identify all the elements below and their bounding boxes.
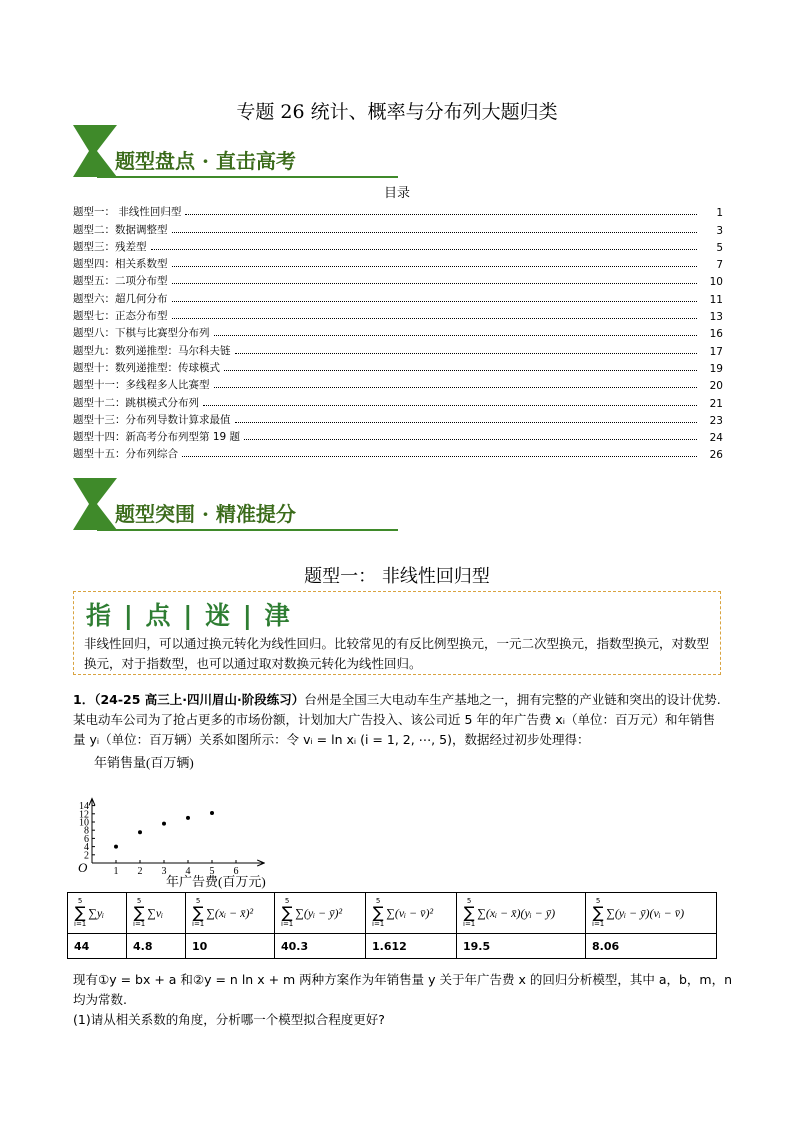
scatter-chart — [72, 752, 292, 890]
sum-lower-limit: i=1 — [592, 920, 605, 928]
toc-dot-leader — [244, 439, 697, 440]
x-tick-label: 5 — [209, 866, 215, 877]
table-value-cell: 10 — [186, 934, 275, 959]
y-tick-label: 2 — [84, 850, 89, 862]
toc-item-page: 21 — [709, 397, 723, 410]
sum-expression: ∑vᵢ — [147, 905, 164, 920]
toc-item[interactable] — [73, 392, 723, 409]
data-point — [114, 845, 118, 849]
toc-item-label: 题型八：下棋与比赛型分布列 — [73, 327, 210, 340]
sum-upper-limit: 5 — [284, 897, 290, 905]
tip-box — [73, 591, 721, 675]
toc-item-page: 13 — [709, 311, 723, 324]
table-header-cell — [127, 893, 186, 934]
y-tick-label: 14 — [79, 801, 89, 813]
sum-lower-limit: i=1 — [74, 920, 87, 928]
data-point — [186, 816, 190, 820]
toc-item-label: 题型一： 非线性回归型 — [73, 206, 182, 219]
toc-item-label: 题型三：残差型 — [73, 240, 147, 253]
data-point — [138, 830, 142, 834]
table-value-cell: 1.612 — [366, 934, 457, 959]
sum-expression: ∑(xᵢ − x̄)² — [206, 905, 254, 920]
toc-item-label: 题型十二：跳棋模式分布列 — [73, 396, 199, 409]
sum-expression: ∑yᵢ — [88, 905, 105, 920]
toc-item-label: 题型四：相关系数型 — [73, 258, 168, 271]
sum-upper-limit: 5 — [375, 897, 381, 905]
toc-item[interactable] — [73, 375, 723, 392]
table-value-cell: 8.06 — [586, 934, 717, 959]
model-description: 现有①y = bx + a 和②y = n ln x + m 两种方案作为年销售量 y 关于年广告费 x 的回归分析模型，其中 a，b，m，n 均为常数. — [73, 972, 733, 1007]
toc-dot-leader — [235, 353, 698, 354]
toc-item[interactable] — [73, 237, 723, 254]
sigma-icon: ∑ — [372, 903, 384, 922]
y-axis-label: 年销售量(百万辆) — [94, 755, 194, 770]
sum-upper-limit: 5 — [77, 897, 83, 905]
table-value-cell: 44 — [68, 934, 127, 959]
toc-item-page: 24 — [709, 432, 723, 445]
toc-dot-leader — [214, 387, 698, 388]
toc-item-label: 题型二：数据调整型 — [73, 223, 168, 236]
tip-heading: 指 | 点 | 迷 | 津 — [86, 601, 292, 630]
toc-item-page: 16 — [709, 328, 723, 341]
toc-dot-leader — [224, 370, 697, 371]
sigma-icon: ∑ — [463, 903, 475, 922]
toc-dot-leader — [151, 249, 698, 250]
sigma-icon: ∑ — [74, 903, 86, 922]
sum-expression: ∑(vᵢ − v̄)² — [386, 905, 434, 920]
y-tick-label: 8 — [84, 825, 89, 837]
x-axis-label: 年广告费(百万元) — [166, 874, 266, 889]
banner-section-practice — [73, 478, 403, 538]
table-header-cell — [275, 893, 366, 934]
toc-dot-leader — [172, 232, 698, 233]
table-header-cell — [457, 893, 586, 934]
sum-expression: ∑(xᵢ − x̄)(yᵢ − ȳ) — [477, 905, 556, 920]
sum-lower-limit: i=1 — [192, 920, 205, 928]
toc-item-page: 10 — [709, 276, 723, 289]
toc-item[interactable] — [73, 323, 723, 340]
sum-lower-limit: i=1 — [372, 920, 385, 928]
toc-item[interactable] — [73, 340, 723, 357]
toc-item-page: 23 — [709, 414, 723, 427]
toc-item-label: 题型十一：多线程多人比赛型 — [73, 379, 210, 392]
toc-item[interactable] — [73, 288, 723, 305]
table-value-cell: 4.8 — [127, 934, 186, 959]
toc-dot-leader — [203, 405, 697, 406]
table-value-cell: 19.5 — [457, 934, 586, 959]
question-number: 1． — [73, 692, 95, 707]
toc-dot-leader — [235, 422, 698, 423]
toc-item[interactable] — [73, 254, 723, 271]
toc-item-page: 7 — [716, 259, 723, 272]
toc-item-label: 题型十：数列递推型：传球模式 — [73, 361, 220, 374]
sum-expression: ∑(yᵢ − ȳ)(vᵢ − v̄) — [606, 905, 685, 920]
toc-dot-leader — [182, 456, 697, 457]
sigma-icon: ∑ — [592, 903, 604, 922]
toc-item-page: 17 — [709, 345, 723, 358]
toc-item-page: 26 — [709, 449, 723, 462]
table-value-cell: 40.3 — [275, 934, 366, 959]
sum-upper-limit: 5 — [466, 897, 472, 905]
toc-item-page: 19 — [709, 362, 723, 375]
question-source: （24-25 高三上·四川眉山·阶段练习） — [94, 692, 305, 707]
sum-lower-limit: i=1 — [133, 920, 146, 928]
toc-item[interactable] — [73, 306, 723, 323]
toc-heading: 目录 — [383, 186, 410, 201]
toc-item[interactable] — [73, 410, 723, 427]
question-text: 台州是全国三大电动车生产基地之一，拥有完整的产业链和突出的设计优势.某电动车公司为了抢占更多的市场份额，计划加大广告投入、该公司近 5 年的年广告费 xᵢ（单位：百万元）和年销售量 yᵢ（单位：百万辆）关系如图所示：令 vᵢ = ln xᵢ (i = 1, 2, ⋯, 5)，数据经过初步处理得： — [73, 692, 721, 747]
toc-item-label: 题型九：数列递推型：马尔科夫链 — [73, 344, 231, 357]
toc-dot-leader — [172, 318, 698, 319]
toc-item[interactable] — [73, 427, 723, 444]
x-tick-label: 3 — [161, 866, 167, 877]
banner-title: 题型突围 · 精准提分 — [115, 502, 296, 526]
table-header-cell — [68, 893, 127, 934]
y-tick-label: 10 — [79, 817, 89, 829]
sum-lower-limit: i=1 — [281, 920, 294, 928]
question-continuation — [73, 970, 733, 1030]
toc-item[interactable] — [73, 358, 723, 375]
table-header-cell — [186, 893, 275, 934]
toc-item[interactable] — [73, 444, 723, 461]
toc-item-label: 题型六：超几何分布 — [73, 292, 168, 305]
toc-item[interactable] — [73, 202, 723, 219]
toc-dot-leader — [214, 335, 698, 336]
y-tick-label: 12 — [79, 809, 89, 821]
sum-upper-limit: 5 — [136, 897, 142, 905]
origin-label: O — [78, 860, 88, 875]
sigma-icon: ∑ — [133, 903, 145, 922]
document-title: 专题 26 统计、概率与分布列大题归类 — [236, 101, 558, 123]
x-tick-label: 6 — [233, 866, 239, 877]
sub-question-1: (1)请从相关系数的角度，分析哪一个模型拟合程度更好? — [73, 1012, 385, 1027]
banner-title: 题型盘点 · 直击高考 — [115, 149, 296, 173]
x-tick-label: 4 — [185, 866, 191, 877]
toc-item-label: 题型五：二项分布型 — [73, 275, 168, 288]
data-table — [67, 892, 717, 959]
y-tick-label: 4 — [84, 842, 89, 854]
data-point — [210, 811, 214, 815]
table-header-cell — [366, 893, 457, 934]
toc-item-page: 5 — [716, 241, 723, 254]
sum-upper-limit: 5 — [195, 897, 201, 905]
y-tick-label: 6 — [84, 833, 89, 845]
sum-lower-limit: i=1 — [463, 920, 476, 928]
table-value-row — [68, 934, 717, 959]
toc-dot-leader — [172, 283, 698, 284]
toc-item-page: 20 — [709, 380, 723, 393]
toc-item[interactable] — [73, 271, 723, 288]
toc-item-label: 题型七：正态分布型 — [73, 310, 168, 323]
toc-item-page: 3 — [716, 224, 723, 237]
toc-item-label: 题型十三：分布列导数计算求最值 — [73, 413, 231, 426]
toc-item-label: 题型十四：新高考分布列型第 19 题 — [73, 431, 241, 444]
x-tick-label: 1 — [113, 866, 119, 877]
table-header-row — [68, 893, 717, 934]
toc-dot-leader — [185, 214, 697, 215]
tip-body: 非线性回归，可以通过换元转化为线性回归。比较常见的有反比例型换元，一元二次型换元，指数型换元，对数型换元，对于指数型，也可以通过取对数换元转化为线性回归。 — [84, 636, 710, 671]
sigma-icon: ∑ — [192, 903, 204, 922]
x-tick-label: 2 — [137, 866, 143, 877]
toc-item-page: 11 — [709, 293, 723, 306]
sum-upper-limit: 5 — [595, 897, 601, 905]
toc-item-label: 题型十五：分布列综合 — [73, 448, 178, 461]
toc-item-page: 1 — [716, 207, 723, 220]
section-title: 题型一： 非线性回归型 — [304, 566, 490, 587]
toc-item[interactable] — [73, 219, 723, 236]
question-1 — [73, 690, 723, 750]
table-of-contents — [73, 202, 723, 461]
data-point — [162, 822, 166, 826]
toc-dot-leader — [172, 266, 698, 267]
sum-expression: ∑(yᵢ − ȳ)² — [295, 905, 343, 920]
banner-section-overview — [73, 125, 403, 185]
table-header-cell — [586, 893, 717, 934]
sigma-icon: ∑ — [281, 903, 293, 922]
toc-dot-leader — [172, 301, 698, 302]
